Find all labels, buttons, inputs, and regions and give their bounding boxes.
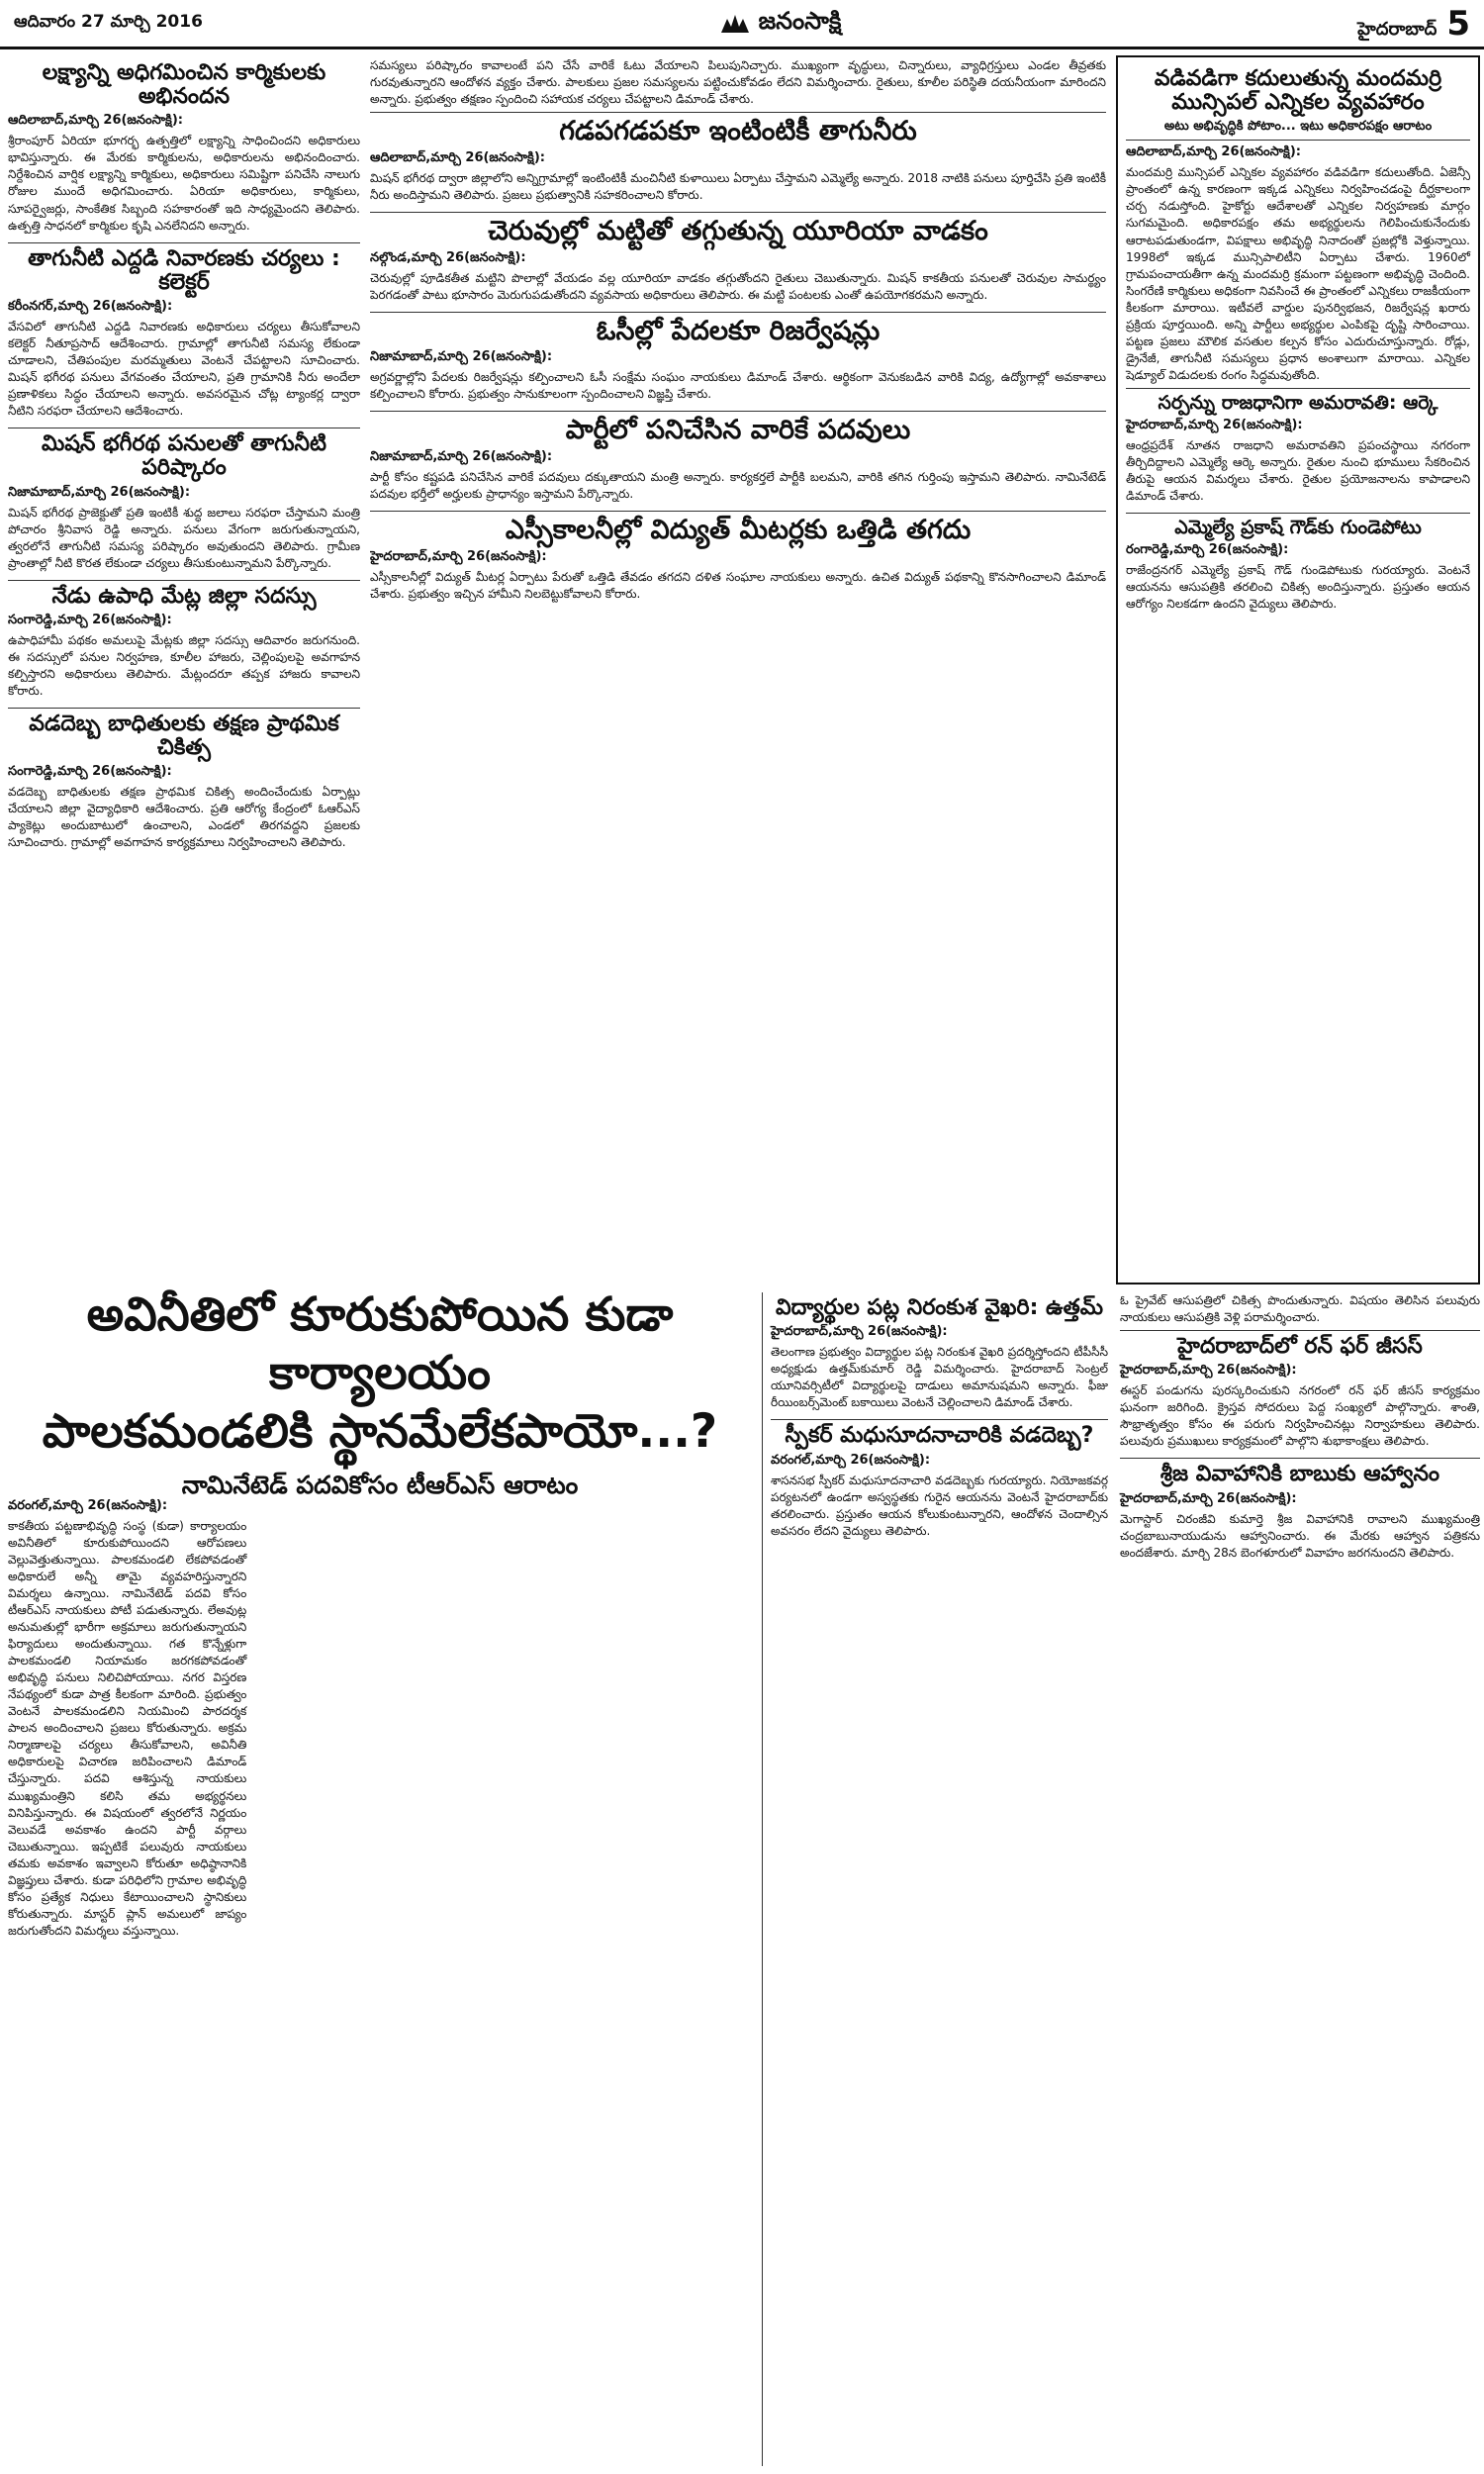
dateline: వరంగల్,మార్చి 26(జనంసాక్షి): <box>771 1452 931 1468</box>
banner-article-body <box>8 1496 752 2466</box>
dateline: నిజామాబాద్,మార్చి 26(జనంసాక్షి): <box>8 484 191 500</box>
article-body: మిషన్ భగీరథ ద్వారా జిల్లాలోని అన్నిగ్రామాల్లో ఇంటింటికీ మంచినీటి కుళాయిలు ఏర్పాటు చేస్తామని ఎమ్మెల్యే అన్నారు. 2018 నాటికి పనులు పూర్తిచేసి ప్రతి ఇంటికీ నీరు అందిస్తామని తెలిపారు. ప్రజలు ప్రభుత్వానికి సహకరించాలని కోరారు. <box>370 170 1106 202</box>
article-run-for-jesus <box>1120 1335 1480 1450</box>
divider <box>8 708 360 709</box>
dateline: ఆదిలాబాద్,మార్చి 26(జనంసాక్షి): <box>1126 144 1301 160</box>
article-mla-heart-attack <box>1126 518 1470 613</box>
issue-date: ఆదివారం 27 మార్చి 2016 <box>14 11 203 32</box>
banner-headline-line-2: పాలకమండలికి స్థానమేలేకపాయో...? <box>42 1403 718 1459</box>
dateline: హైదరాబాద్,మార్చి 26(జనంసాక్షి): <box>370 548 547 564</box>
divider <box>370 312 1106 313</box>
headline: తాగునీటి ఎద్దడి నివారణకు చర్యలు : కలెక్టర్ <box>28 245 340 295</box>
article-continuation: ఓ ప్రైవేట్ ఆసుపత్రిలో చికిత్స పొందుతున్నారు. విషయం తెలిసిన పలువురు నాయకులు ఆసుపత్రికి వెళ్లి పరామర్శించారు. <box>1120 1293 1480 1325</box>
headline: లక్ష్యాన్ని అధిగమించిన కార్మికులకు అభినందన <box>42 60 326 110</box>
divider <box>771 1419 1108 1420</box>
article-body: శాసనసభ స్పీకర్ మధుసూదనాచారి వడదెబ్బకు గురయ్యారు. నియోజకవర్గ పర్యటనలో ఉండగా అస్వస్థతకు గురైన ఆయనను వెంటనే హైదరాబాద్‌కు తరలించారు. ప్రస్తుతం ఆయన కోలుకుంటున్నారని, ఆందోళన చెందాల్సిన అవసరం లేదని వైద్యులు తెలిపారు. <box>771 1473 1108 1538</box>
article-body: మందమర్రి మున్సిపల్ ఎన్నికల వ్యవహారం వడివడిగా కదులుతోంది. ఏజెన్సీ ప్రాంతంలో ఉన్న కారణంగా ఇక్కడ ఎన్నికలు నిర్వహించడంపై దీర్ఘకాలంగా చర్చ నడుస్తోంది. హైకోర్టు ఆదేశాలతో ఎన్నికల నిర్వహణకు మార్గం సుగమమైంది. అధికారపక్షం తమ అభ్యర్థులను గెలిపించుకునేందుకు ఆరాటపడుతుండగా, విపక్షాలు అభివృద్ధి నినాదంతో ప్రజల్లోకి వెళ్తున్నాయి. 1998లో ఇక్కడ మున్సిపాలిటీని ఏర్పాటు చేశారు. 1960లో గ్రామపంచాయతీగా ఉన్న మందమర్రి క్రమంగా పట్టణంగా అభివృద్ధి చెందింది. సింగరేణి కార్మికులు అధికంగా నివసించే ఈ ప్రాంతంలో ఎన్నికలు రాజకీయంగా కీలకంగా మారాయి. ఇటీవలే వార్డుల పునర్విభజన, రిజర్వేషన్ల ఖరారు ప్రక్రియ పూర్తయింది. అన్ని పార్టీలు అభ్యర్థుల ఎంపికపై దృష్టి సారించాయి. పట్టణ ప్రజలు మౌలిక వసతుల కల్పన కోసం ఎదురుచూస్తున్నారు. రోడ్లు, డ్రైనేజీ, తాగునీటి సమస్యలు ప్రధాన అంశాలుగా మారాయి. ఎన్నికల షెడ్యూల్ విడుదలకు రంగం సిద్ధమవుతోంది. <box>1126 165 1470 382</box>
headline: హైదరాబాద్‌లో రన్ ఫర్ జీసస్ <box>1177 1334 1423 1360</box>
article-mission-bhagiratha <box>8 432 360 572</box>
dateline: నిజామాబాద్,మార్చి 26(జనంసాక్షి): <box>370 349 553 365</box>
divider <box>370 112 1106 113</box>
headline: పార్టీలో పనిచేసిన వారికే పదవులు <box>565 415 911 446</box>
article-drinking-water <box>370 117 1106 204</box>
divider <box>1120 1330 1480 1331</box>
headline: గడపగడపకూ ఇంటింటికీ తాగునీరు <box>559 116 917 147</box>
dateline: హైదరాబాద్,మార్చి 26(జనంసాక్షి): <box>1120 1490 1297 1506</box>
headline: మిషన్ భగీరథ పనులతో తాగునీటి పరిష్కారం <box>42 431 326 481</box>
article-body: మెగాస్టార్ చిరంజీవి కుమార్తె శ్రీజ వివాహానికి రావాలని ముఖ్యమంత్రి చంద్రబాబునాయుడును ఆహ్వానించారు. ఈ మేరకు ఆహ్వాన పత్రికను అందజేశారు. మార్చి 28న బెంగళూరులో వివాహం జరగనుందని తెలిపారు. <box>1120 1511 1480 1560</box>
newspaper-logo <box>719 7 842 41</box>
headline: చెరువుల్లో మట్టితో తగ్గుతున్న యూరియా వాడకం <box>488 215 988 246</box>
headline: స్పీకర్ మధుసూదనాచారికి వడదెబ్బ? <box>785 1423 1094 1449</box>
headline: విద్యార్థుల పట్ల నిరంకుశ వైఖరి: ఉత్తమ్ <box>775 1295 1103 1320</box>
article-party-posts <box>370 416 1106 503</box>
article-body: ఈస్టర్ పండుగను పురస్కరించుకుని నగరంలో రన్ ఫర్ జీసస్ కార్యక్రమం ఘనంగా జరిగింది. క్రైస్తవ సోదరులు పెద్ద సంఖ్యలో పాల్గొన్నారు. శాంతి, సౌభ్రాతృత్వం కోసం ఈ పరుగు నిర్వహించినట్లు నిర్వాహకులు తెలిపారు. పలువురు ప్రముఖులు కార్యక్రమంలో పాల్గొని శుభాకాంక్షలు తెలిపారు. <box>1120 1383 1480 1449</box>
headline: ఓసీల్లో పేదలకూ రిజర్వేషన్లు <box>596 315 881 346</box>
article-uttam-students <box>771 1296 1108 1411</box>
dateline: వరంగల్,మార్చి 26(జనంసాక్షి): <box>8 1498 168 1513</box>
dateline: హైదరాబాద్,మార్చి 26(జనంసాక్షి): <box>771 1324 948 1340</box>
article-water-collector <box>8 247 360 421</box>
divider <box>370 411 1106 412</box>
headline: శ్రీజ వివాహానికి బాబుకు ఆహ్వానం <box>1159 1462 1440 1487</box>
article-body: వేసవిలో తాగునీటి ఎద్దడి నివారణకు అధికారులు చర్యలు తీసుకోవాలని కలెక్టర్ నీతూప్రసాద్ ఆదేశించారు. గ్రామాల్లో తాగునీటి సమస్య లేకుండా చూడాలని, చేతిపంపుల మరమ్మతులు వెంటనే చేపట్టాలని సూచించారు. మిషన్ భగీరథ పనులు వేగవంతం చేయాలని, ప్రతి గ్రామానికి నీరు అందేలా ప్రణాళికలు సిద్ధం చేయాలని అన్నారు. అవసరమైన చోట్ల ట్యాంకర్ల ద్వారా నీటిని సరఫరా చేయాలని ఆదేశించారు. <box>8 319 360 419</box>
article-body: వడదెబ్బ బాధితులకు తక్షణ ప్రాథమిక చికిత్స అందించేందుకు ఏర్పాట్లు చేయాలని జిల్లా వైద్యాధికారి ఆదేశించారు. ప్రతి ఆరోగ్య కేంద్రంలో ఓఆర్ఎస్ ప్యాకెట్లు అందుబాటులో ఉంచాలని, ఎండలో తిరగవద్దని ప్రజలకు సూచించారు. గ్రామాల్లో అవగాహన కార్యక్రమాలు నిర్వహించాలని తెలిపారు. <box>8 785 360 850</box>
divider <box>8 580 360 581</box>
boxed-article-mandamarri <box>1116 55 1480 1285</box>
dateline: సంగారెడ్డి,మార్చి 26(జనంసాక్షి): <box>8 612 172 627</box>
headline: సర్పన్ను రాజధానిగా అమరావతి: ఆర్కె <box>1158 391 1438 414</box>
headline: వడదెబ్బ బాధితులకు తక్షణ ప్రాథమిక చికిత్స <box>29 711 339 761</box>
banner-article <box>8 1286 752 1500</box>
article-speaker-heatstroke <box>771 1424 1108 1539</box>
divider <box>370 511 1106 512</box>
newspaper-name: జనంసాక్షి <box>758 6 842 35</box>
dateline: రంగారెడ్డి,మార్చి 26(జనంసాక్షి): <box>1126 541 1289 557</box>
banner-subheadline: నామినేటెడ్ పదవికోసం టీఆర్ఎస్ ఆరాటం <box>181 1471 579 1500</box>
article-body: మిషన్ భగీరథ ప్రాజెక్టుతో ప్రతి ఇంటికీ శుద్ధ జలాలు సరఫరా చేస్తామని మంత్రి పోచారం శ్రీనివాస రెడ్డి అన్నారు. పనులు వేగంగా జరుగుతున్నాయని, త్వరలోనే తాగునీటి సమస్య పరిష్కారం అవుతుందని తెలిపారు. గ్రామీణ ప్రాంతాల్లో నీటి కొరత లేకుండా చర్యలు తీసుకుంటున్నామని పేర్కొన్నారు. <box>8 505 360 570</box>
headline: వడివడిగా కదులుతున్న మందమర్రి మున్సిపల్ ఎన్నికల వ్యవహారం <box>1154 66 1442 116</box>
column-1 <box>8 57 360 1277</box>
article-urea-usage <box>370 217 1106 304</box>
divider <box>370 212 1106 213</box>
masthead <box>0 0 1484 49</box>
dateline: హైదరాబాద్,మార్చి 26(జనంసాక్షి): <box>1126 417 1303 432</box>
column-4-lower <box>1116 1292 1480 2466</box>
article-body: ఆంధ్రప్రదేశ్ నూతన రాజధాని అమరావతిని ప్రపంచస్థాయి నగరంగా తీర్చిదిద్దాలని ఎమ్మెల్యే ఆర్కె అన్నారు. రైతుల నుంచి భూములు సేకరించిన తీరుపై ఆయన విమర్శలు చేశారు. రైతుల ప్రయోజనాలను కాపాడాలని డిమాండ్ చేశారు. <box>1126 437 1470 503</box>
article-body: చెరువుల్లో పూడికతీత మట్టిని పొలాల్లో వేయడం వల్ల యూరియా వాడకం తగ్గుతోందని రైతులు చెబుతున్నారు. మిషన్ కాకతీయ పనులతో చెరువుల సామర్థ్యం పెరగడంతో పాటు భూసారం మెరుగుపడుతోందని వ్యవసాయ అధికారులు తెలిపారు. ఈ మట్టి పంటలకు ఎంతో ఉపయోగకరమని అన్నారు. <box>370 270 1106 302</box>
column-3-lower <box>762 1292 1108 2466</box>
dateline: సంగారెడ్డి,మార్చి 26(జనంసాక్షి): <box>8 764 172 780</box>
page-info <box>1357 4 1470 44</box>
subheadline: అటు అభివృద్ధికి పోటాం... ఇటు అధికారపక్షం ఆరాటం <box>1126 119 1470 141</box>
dateline: ఆదిలాబాద్,మార్చి 26(జనంసాక్షి): <box>8 113 183 129</box>
article-workers-target <box>8 61 360 235</box>
headline: నేడు ఉపాధి మేట్ల జిల్లా సదస్సు <box>51 583 317 609</box>
article-electricity-meters <box>370 516 1106 603</box>
article-body: ఉపాధిహామీ పథకం అమలుపై మేట్లకు జిల్లా సదస్సు ఆదివారం జరుగనుంది. ఈ సదస్సులో పనుల నిర్వహణ, కూలీల హాజరు, చెల్లింపులపై అవగాహన కల్పిస్తారని అధికారులు తెలిపారు. మేట్లందరూ తప్పక హాజరు కావాలని కోరారు. <box>8 632 360 698</box>
article-continuation: సమస్యలు పరిష్కారం కావాలంటే పని చేసే వారికే ఓటు వేయాలని పిలుపునిచ్చారు. ముఖ్యంగా వృద్ధులు, చిన్నారులు, వ్యాధిగ్రస్తులు ఎండల తీవ్రతకు గురవుతున్నారని ఆందోళన వ్యక్తం చేశారు. పాలకులు ప్రజల సమస్యలను పట్టించుకోవడం లేదని విమర్శించారు. రైతులు, కూలీల పరిస్థితి దయనీయంగా మారిందని అన్నారు. ప్రభుత్వం తక్షణం స్పందించి సహాయక చర్యలు చేపట్టాలని డిమాండ్ చేశారు. <box>370 58 1106 107</box>
dateline: ఆదిలాబాద్,మార్చి 26(జనంసాక్షి): <box>370 149 545 165</box>
article-oc-reservations <box>370 317 1106 404</box>
divider <box>8 242 360 243</box>
dateline: నిజామాబాద్,మార్చి 26(జనంసాక్షి): <box>370 449 553 465</box>
article-body: పార్టీ కోసం కష్టపడి పనిచేసిన వారికే పదవులు దక్కుతాయని మంత్రి అన్నారు. కార్యకర్తలే పార్టీకి బలమని, వారికి తగిన గుర్తింపు ఇస్తామని తెలిపారు. నామినేటెడ్ పదవుల భర్తీలో అర్హులకు ప్రాధాన్యం ఇస్తామని పేర్కొన్నారు. <box>370 470 1106 502</box>
dateline: హైదరాబాద్,మార్చి 26(జనంసాక్షి): <box>1120 1363 1297 1379</box>
article-body: శ్రీరాంపూర్ ఏరియా భూగర్భ ఉత్పత్తిలో లక్ష్యాన్ని సాధించిందని అధికారులు భావిస్తున్నారు. ఈ మేరకు కార్మికులను, అధికారులను అభినందించారు. నిర్దేశించిన వార్షిక లక్ష్యాన్ని కార్మికులు, అధికారులు సమిష్టిగా పనిచేసి నాలుగు రోజుల ముందే అధిగమించారు. ఏరియా అధికారులు, కార్మికులు, సూపర్వైజర్లు, సాంకేతిక సిబ్బంది సహకారంతో ఇది సాధ్యమైందని తెలిపారు. ఉత్పత్తి సాధనలో కార్మికుల కృషి ఎనలేనిదని అన్నారు. <box>8 134 360 233</box>
logo-emblem-icon <box>719 13 751 35</box>
article-body: తెలంగాణ ప్రభుత్వం విద్యార్థుల పట్ల నిరంకుశ వైఖరి ప్రదర్శిస్తోందని టీపీసీసీ అధ్యక్షుడు ఉత్తమ్‌కుమార్ రెడ్డి విమర్శించారు. హైదరాబాద్ సెంట్రల్ యూనివర్సిటీలో విద్యార్థులపై దాడులు అమానుషమని అన్నారు. ఫీజు రీయింబర్స్‌మెంట్ బకాయిలు వెంటనే చెల్లించాలని డిమాండ్ చేశారు. <box>771 1345 1108 1410</box>
article-body: ఎస్సీకాలనీల్లో విద్యుత్ మీటర్ల ఏర్పాటు పేరుతో ఒత్తిడి తేవడం తగదని దళిత సంఘాల నాయకులు అన్నారు. ఉచిత విద్యుత్ పథకాన్ని కొనసాగించాలని డిమాండ్ చేశారు. ప్రభుత్వం ఇచ్చిన హామీని నిలబెట్టుకోవాలని కోరారు. <box>370 569 1106 601</box>
dateline: కరీంనగర్,మార్చి 26(జనంసాక్షి): <box>8 298 173 314</box>
headline: ఎస్సీకాలనీల్లో విద్యుత్ మీటర్లకు ఒత్తిడి తగదు <box>505 515 972 546</box>
divider <box>1126 513 1470 514</box>
article-heatstroke <box>8 713 360 852</box>
article-sreeja-wedding <box>1120 1463 1480 1561</box>
article-upadhi-meeting <box>8 585 360 700</box>
headline: ఎమ్మెల్యే ప్రకాష్ గౌడ్‌కు గుండెపోటు <box>1174 516 1422 538</box>
banner-headline-line-1: అవినీతిలో కూరుకుపోయిన కుడా కార్యాలయం <box>86 1287 674 1400</box>
article-body: రాజేంద్రనగర్ ఎమ్మెల్యే ప్రకాష్ గౌడ్ గుండెపోటుకు గురయ్యారు. వెంటనే ఆయనను ఆసుపత్రికి తరలించి చికిత్స అందిస్తున్నారు. ప్రస్తుతం ఆయన ఆరోగ్యం నిలకడగా ఉందని వైద్యులు తెలిపారు. <box>1126 562 1470 611</box>
article-body: అగ్రవర్ణాల్లోని పేదలకు రిజర్వేషన్లు కల్పించాలని ఓసీ సంక్షేమ సంఘం నాయకులు డిమాండ్ చేశారు. ఆర్థికంగా వెనుకబడిన వారికి విద్య, ఉద్యోగాల్లో అవకాశాలు కల్పించాలని కోరారు. ప్రభుత్వం సానుకూలంగా స్పందించాలని విజ్ఞప్తి చేశారు. <box>370 370 1106 402</box>
page-number: 5 <box>1446 3 1470 44</box>
article-amaravati <box>1126 393 1470 505</box>
divider <box>1120 1458 1480 1459</box>
column-2 <box>370 57 1106 1277</box>
article-body: కాకతీయ పట్టణాభివృద్ధి సంస్థ (కుడా) కార్యాలయం అవినీతిలో కూరుకుపోయిందని ఆరోపణలు వెల్లువెత్తుతున్నాయి. పాలకమండలి లేకపోవడంతో అధికారులే అన్నీ తామై వ్యవహరిస్తున్నారని విమర్శలు ఉన్నాయి. నామినేటెడ్ పదవి కోసం టీఆర్ఎస్ నాయకులు పోటీ పడుతున్నారు. లేఅవుట్ల అనుమతుల్లో భారీగా అక్రమాలు జరుగుతున్నాయని ఫిర్యాదులు అందుతున్నాయి. గత కొన్నేళ్లుగా పాలకమండలి నియామకం జరగకపోవడంతో అభివృద్ధి పనులు నిలిచిపోయాయి. నగర విస్తరణ నేపథ్యంలో కుడా పాత్ర కీలకంగా మారింది. ప్రభుత్వం వెంటనే పాలకమండలిని నియమించి పారదర్శక పాలన అందించాలని ప్రజలు కోరుతున్నారు. అక్రమ నిర్మాణాలపై చర్యలు తీసుకోవాలని, అవినీతి అధికారులపై విచారణ జరిపించాలని డిమాండ్ చేస్తున్నారు. పదవి ఆశిస్తున్న నాయకులు ముఖ్యమంత్రిని కలిసి తమ అభ్యర్థనలు వినిపిస్తున్నారు. ఈ విషయంలో త్వరలోనే నిర్ణయం వెలువడే అవకాశం ఉందని పార్టీ వర్గాలు చెబుతున్నాయి. ఇప్పటికే పలువురు నాయకులు తమకు అవకాశం ఇవ్వాలని కోరుతూ అధిష్ఠానానికి విజ్ఞప్తులు చేశారు. కుడా పరిధిలోని గ్రామాల అభివృద్ధి కోసం ప్రత్యేక నిధులు కేటాయించాలని స్థానికులు కోరుతున్నారు. మాస్టర్ ప్లాన్ అమలులో జాప్యం జరుగుతోందని విమర్శలు వస్తున్నాయి. <box>8 1519 247 1938</box>
dateline: నల్గొండ,మార్చి 26(జనంసాక్షి): <box>370 249 526 265</box>
edition-city: హైదరాబాద్ <box>1357 18 1438 40</box>
divider <box>1126 388 1470 389</box>
